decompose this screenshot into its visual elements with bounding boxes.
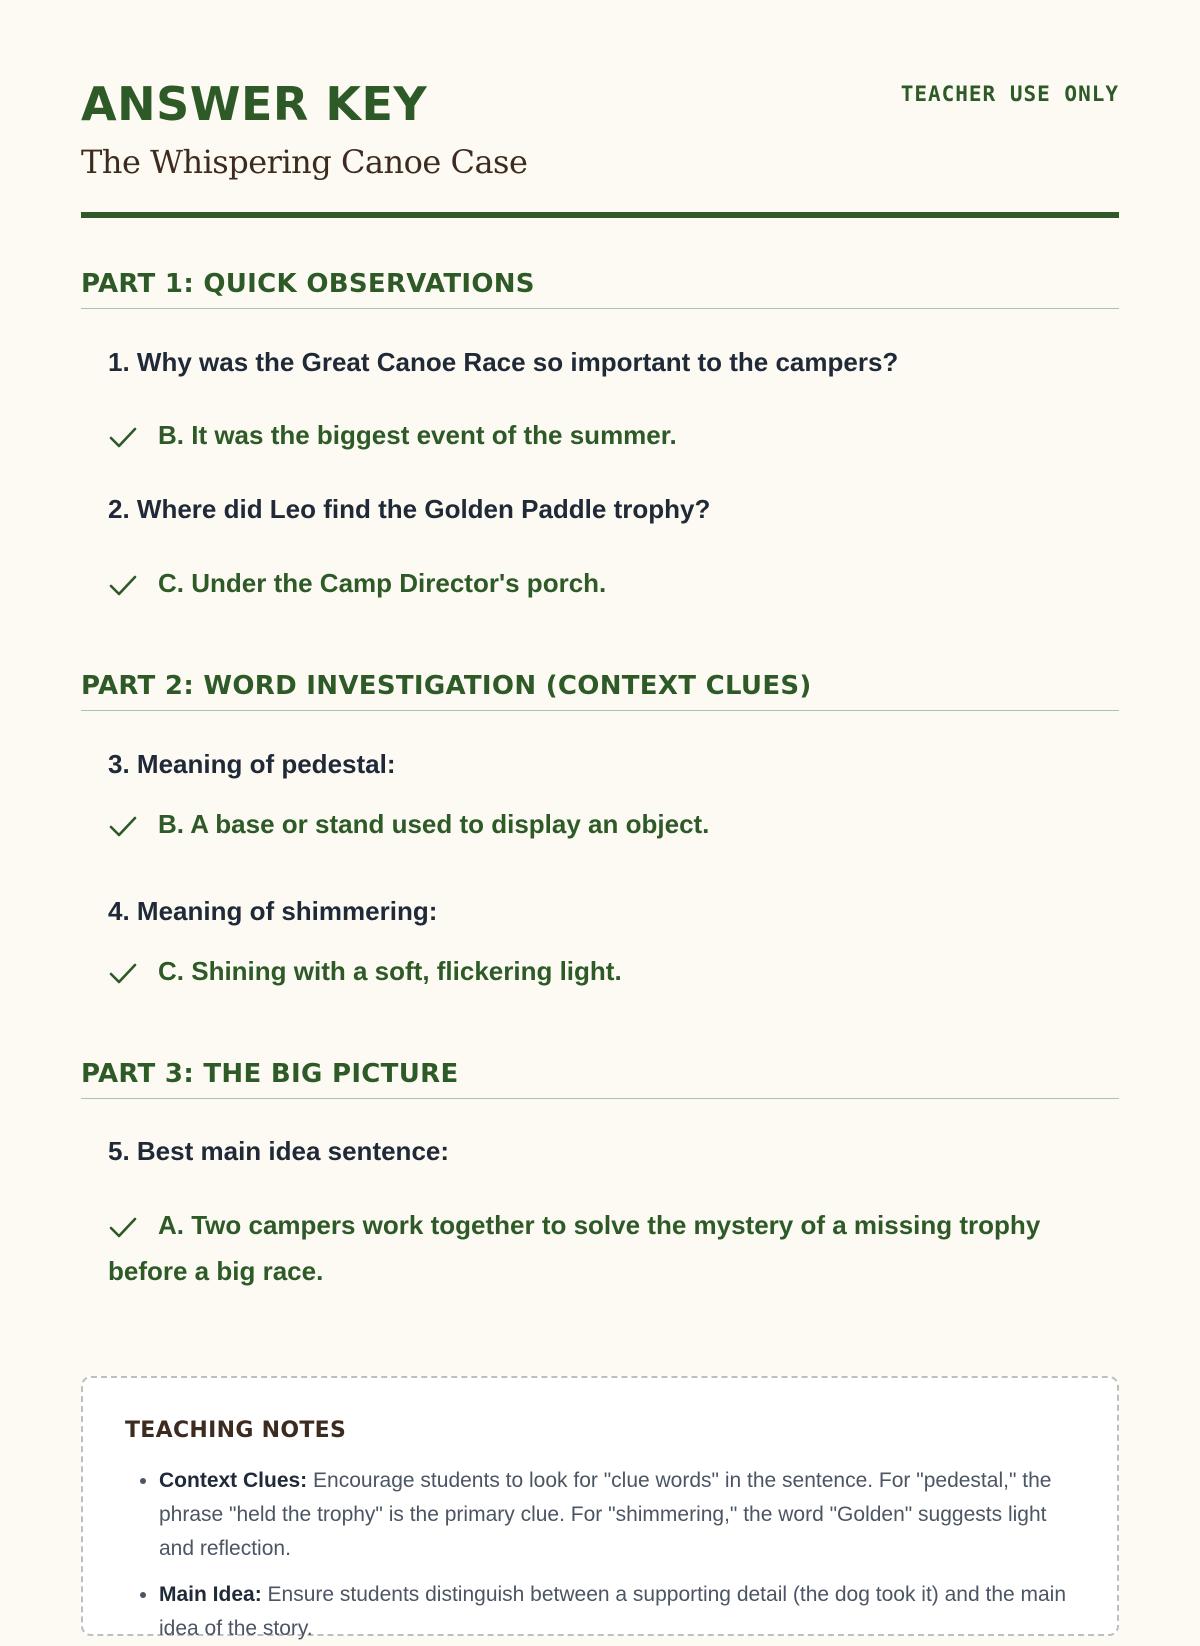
teaching-notes-list — [125, 1464, 1077, 1646]
section-title-part-3: PART 3: THE BIG PICTURE — [81, 1058, 1119, 1099]
answer-text: C. Under the Camp Director's porch. — [158, 568, 607, 598]
section-title-part-2: PART 2: WORD INVESTIGATION (CONTEXT CLUES) — [81, 670, 1119, 711]
checkmark-icon — [108, 1214, 138, 1240]
answer-1 — [108, 412, 1108, 458]
checkmark-icon — [108, 572, 138, 598]
list-item — [159, 1464, 1077, 1566]
section-title-part-1: PART 1: QUICK OBSERVATIONS — [81, 268, 1119, 309]
checkmark-icon — [108, 960, 138, 986]
answer-text: A. Two campers work together to solve the mystery of a missing trophy before a big race. — [108, 1210, 1041, 1286]
teacher-use-tag: TEACHER USE ONLY — [900, 82, 1119, 106]
question-4: 4. Meaning of shimmering: — [108, 896, 438, 926]
note-text: Encourage students to look for "clue words" in the sentence. For "pedestal," the phrase "held the trophy" is the primary clue. For "shimmering," the word "Golden" suggests light and reflection. — [159, 1469, 1052, 1560]
note-label: Main Idea: — [159, 1583, 262, 1606]
list-item — [159, 1578, 1077, 1646]
question-3: 3. Meaning of pedestal: — [108, 749, 396, 779]
page-title: ANSWER KEY — [81, 77, 428, 131]
answer-text: B. It was the biggest event of the summer. — [158, 420, 677, 450]
answer-3 — [108, 801, 1108, 847]
answer-text: C. Shining with a soft, flickering light. — [158, 956, 622, 986]
answer-4 — [108, 948, 1108, 994]
checkmark-icon — [108, 424, 138, 450]
question-5: 5. Best main idea sentence: — [108, 1136, 450, 1166]
question-1: 1. Why was the Great Canoe Race so important to the campers? — [108, 347, 899, 377]
checkmark-icon — [108, 813, 138, 839]
teaching-notes-box — [81, 1376, 1119, 1640]
answer-2 — [108, 560, 1108, 606]
page-header — [81, 0, 1119, 218]
note-label: Context Clues: — [159, 1469, 308, 1492]
page-subtitle: The Whispering Canoe Case — [81, 143, 528, 181]
answer-text: B. A base or stand used to display an object. — [158, 809, 710, 839]
note-text: Ensure students distinguish between a supporting detail (the dog took it) and the main idea of the story. — [159, 1583, 1067, 1640]
teaching-notes-title: TEACHING NOTES — [125, 1418, 347, 1443]
answer-5 — [108, 1202, 1108, 1294]
question-2: 2. Where did Leo find the Golden Paddle trophy? — [108, 494, 711, 524]
